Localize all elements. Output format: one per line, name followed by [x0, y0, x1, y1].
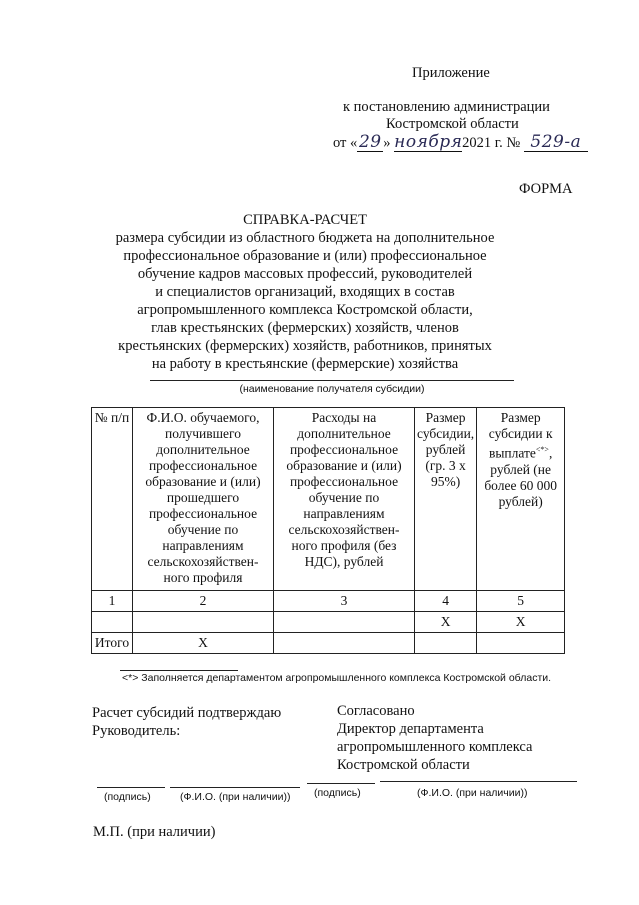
stamp-label: М.П. (при наличии) [93, 824, 216, 840]
date-year: 2021 г. № [462, 135, 521, 151]
left-name-line [170, 787, 300, 788]
table-cell [92, 612, 133, 633]
date-mid: » [383, 135, 391, 151]
table-header-row [92, 408, 565, 591]
subtitle-line: обучение кадров массовых профессий, руководителей [137, 266, 473, 282]
table-cell: 4 [415, 591, 477, 612]
document-number: 529-а [524, 133, 588, 152]
table-cell: X [133, 633, 274, 654]
footnote-mark: <*> [535, 445, 549, 454]
table-cell: 5 [477, 591, 565, 612]
table-cell [274, 633, 415, 654]
subtitle-line: профессиональное образование и (или) профессиональное [123, 248, 487, 264]
header-cell-trainee: Ф.И.О. обучаемого, получившего дополнительное профессиональное образование и (или) прошедшего профессиональное обучение по направлениям сельскохозяйствен-ного профиля [133, 408, 274, 591]
header-cell-subsidy: Размер субсидии, рублей (гр. 3 х 95%) [415, 408, 477, 591]
table-cell: 1 [92, 591, 133, 612]
form-label: ФОРМА [519, 181, 573, 197]
date-month: ноября [394, 132, 463, 152]
subtitle-line: крестьянских (фермерских) хозяйств, работников, принятых [118, 338, 492, 354]
footnote-separator [120, 670, 238, 671]
document-title: СПРАВКА-РАСЧЕТ [243, 212, 367, 228]
payout-text: Размер субсидии к выплате [488, 410, 553, 461]
right-signature-caption: (подпись) [314, 787, 361, 799]
table-row-numbers [92, 591, 565, 612]
table-cell [415, 633, 477, 654]
table-cell: 3 [274, 591, 415, 612]
subtitle-line: размера субсидии из областного бюджета на дополнительное [115, 230, 495, 246]
left-signature-caption: (подпись) [104, 791, 151, 803]
total-label-cell: Итого [92, 633, 133, 654]
right-sign-line1: Согласовано [337, 703, 415, 719]
subsidy-table [91, 407, 565, 654]
left-name-caption: (Ф.И.О. (при наличии)) [180, 791, 291, 803]
date-prefix: от « [333, 135, 358, 151]
subtitle-line: на работу в крестьянские (фермерские) хозяйства [151, 356, 459, 372]
right-sign-line3: агропромышленного комплекса [337, 739, 533, 755]
table-cell [274, 612, 415, 633]
subtitle-line: агропромышленного комплекса Костромской области, [137, 302, 473, 318]
date-day: 29 [358, 132, 382, 152]
right-sign-line2: Директор департамента [337, 721, 484, 737]
appendix-label: Приложение [412, 65, 490, 81]
table-cell [133, 612, 274, 633]
resolution-date-line [333, 133, 588, 152]
left-sign-line2: Руководитель: [92, 723, 181, 739]
left-sign-line1: Расчет субсидий подтверждаю [92, 705, 282, 721]
right-name-caption: (Ф.И.О. (при наличии)) [417, 787, 528, 799]
table-cell: 2 [133, 591, 274, 612]
table-cell: X [477, 612, 565, 633]
right-sign-line4: Костромской области [337, 757, 470, 773]
table-row-total [92, 633, 565, 654]
subtitle-line: глав крестьянских (фермерских) хозяйств, членов [151, 320, 459, 336]
table-row-data [92, 612, 565, 633]
resolution-label: к постановлению администрации [343, 99, 550, 115]
recipient-caption: (наименование получателя субсидии) [239, 383, 425, 395]
right-signature-line [307, 783, 375, 784]
region-label: Костромской области [386, 116, 519, 132]
header-cell-payout [477, 408, 565, 591]
recipient-line [150, 380, 514, 381]
header-cell-number: № п/п [92, 408, 133, 591]
payout-text-rest: , рублей (не более 60 000 рублей) [484, 445, 557, 509]
document-subtitle [100, 229, 510, 373]
footnote-text: <*> Заполняется департаментом агропромышленного комплекса Костромской области. [122, 672, 552, 684]
left-signature-line [97, 787, 165, 788]
table-cell: X [415, 612, 477, 633]
table-cell [477, 633, 565, 654]
right-name-line [380, 781, 577, 782]
header-cell-expenses: Расходы на дополнительное профессиональное образование и (или) профессиональное обучение по направлениям сельскохозяйствен-ного профиля (без НДС), рублей [274, 408, 415, 591]
subtitle-line: и специалистов организаций, входящих в состав [155, 284, 455, 300]
